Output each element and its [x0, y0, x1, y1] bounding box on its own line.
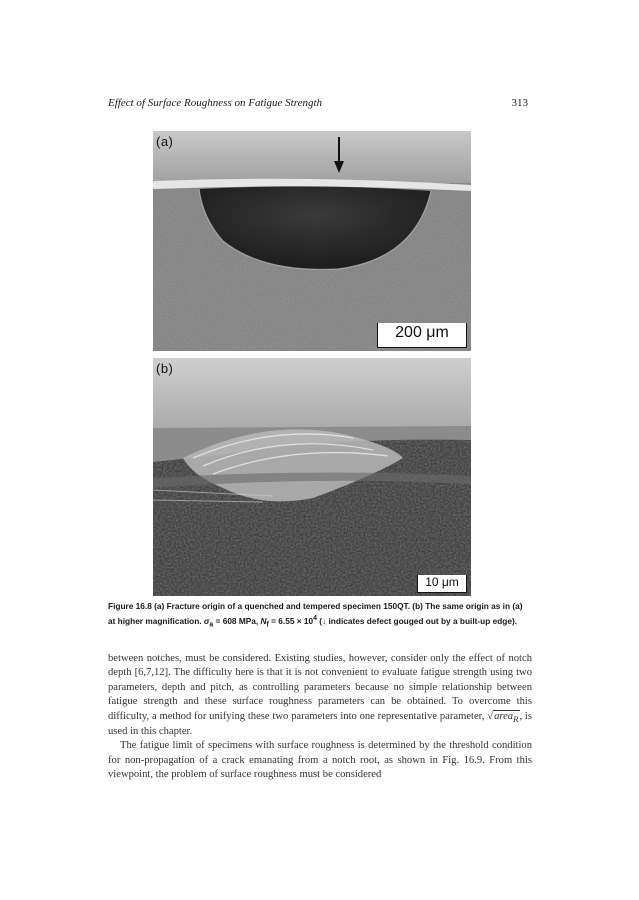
sigma-subscript: a: [209, 621, 214, 629]
panel-label-a: (a): [156, 134, 174, 149]
paragraph-1: [108, 652, 532, 739]
paragraph-2: The fatigue limit of specimens with surface roughness is determined by the threshold condition for non-propagation of a crack emanating from a notch root, as shown in Fig. 16.9. From this viewpoint, the problem of surface roughness must be considered: [108, 740, 532, 780]
page-number: 313: [511, 97, 528, 109]
paragraph-1-text: between notches, must be considered. Existing studies, however, consider only the effect of notch depth [6,7,12]. The difficulty here is that it is not convenient to evaluate fatigue strength using two parameters, depth and pitch, as controlling parameters because no simple relationship between fatigue strength and these surface roughness parameters can be obtained. To overcome this difficulty, a method for unifying these two parameters into one representative parameter,: [108, 653, 532, 722]
sqrt-symbol: √: [487, 710, 494, 722]
n-subscript: f: [266, 621, 269, 629]
fractograph-a: [153, 131, 471, 351]
caption-text-3: = 6.55 × 10: [268, 615, 314, 626]
paragraph-1-end: , is used in this chapter.: [108, 710, 532, 737]
area-word: area: [494, 710, 514, 722]
body-text: [108, 652, 532, 782]
figure-panel-a: [153, 131, 471, 351]
sigma-symbol: σ: [203, 615, 210, 626]
caption-text-4: (↓ indicates defect gouged out by a built-up edge).: [316, 615, 518, 626]
caption-text-1: (a) Fracture origin of a quenched and tempered specimen 150QT. (b) The same origin as in (a) at higher magnification.: [108, 601, 523, 626]
area-term: [493, 710, 519, 725]
area-subscript: R: [513, 713, 519, 724]
fractograph-b: [153, 358, 471, 596]
exponent: 4: [313, 614, 317, 622]
figure-caption: [108, 601, 532, 631]
panel-label-b: (b): [156, 361, 174, 376]
figure-panel-b: [153, 358, 471, 596]
scale-bar-b: 10 μm: [417, 575, 467, 593]
running-head: [108, 97, 528, 113]
caption-text-2: = 608 MPa,: [213, 615, 261, 626]
running-title: Effect of Surface Roughness on Fatigue Strength: [108, 97, 323, 109]
figure-number: Figure 16.8: [108, 601, 152, 611]
n-symbol: N: [260, 615, 267, 626]
scale-bar-a: 200 μm: [377, 323, 467, 348]
